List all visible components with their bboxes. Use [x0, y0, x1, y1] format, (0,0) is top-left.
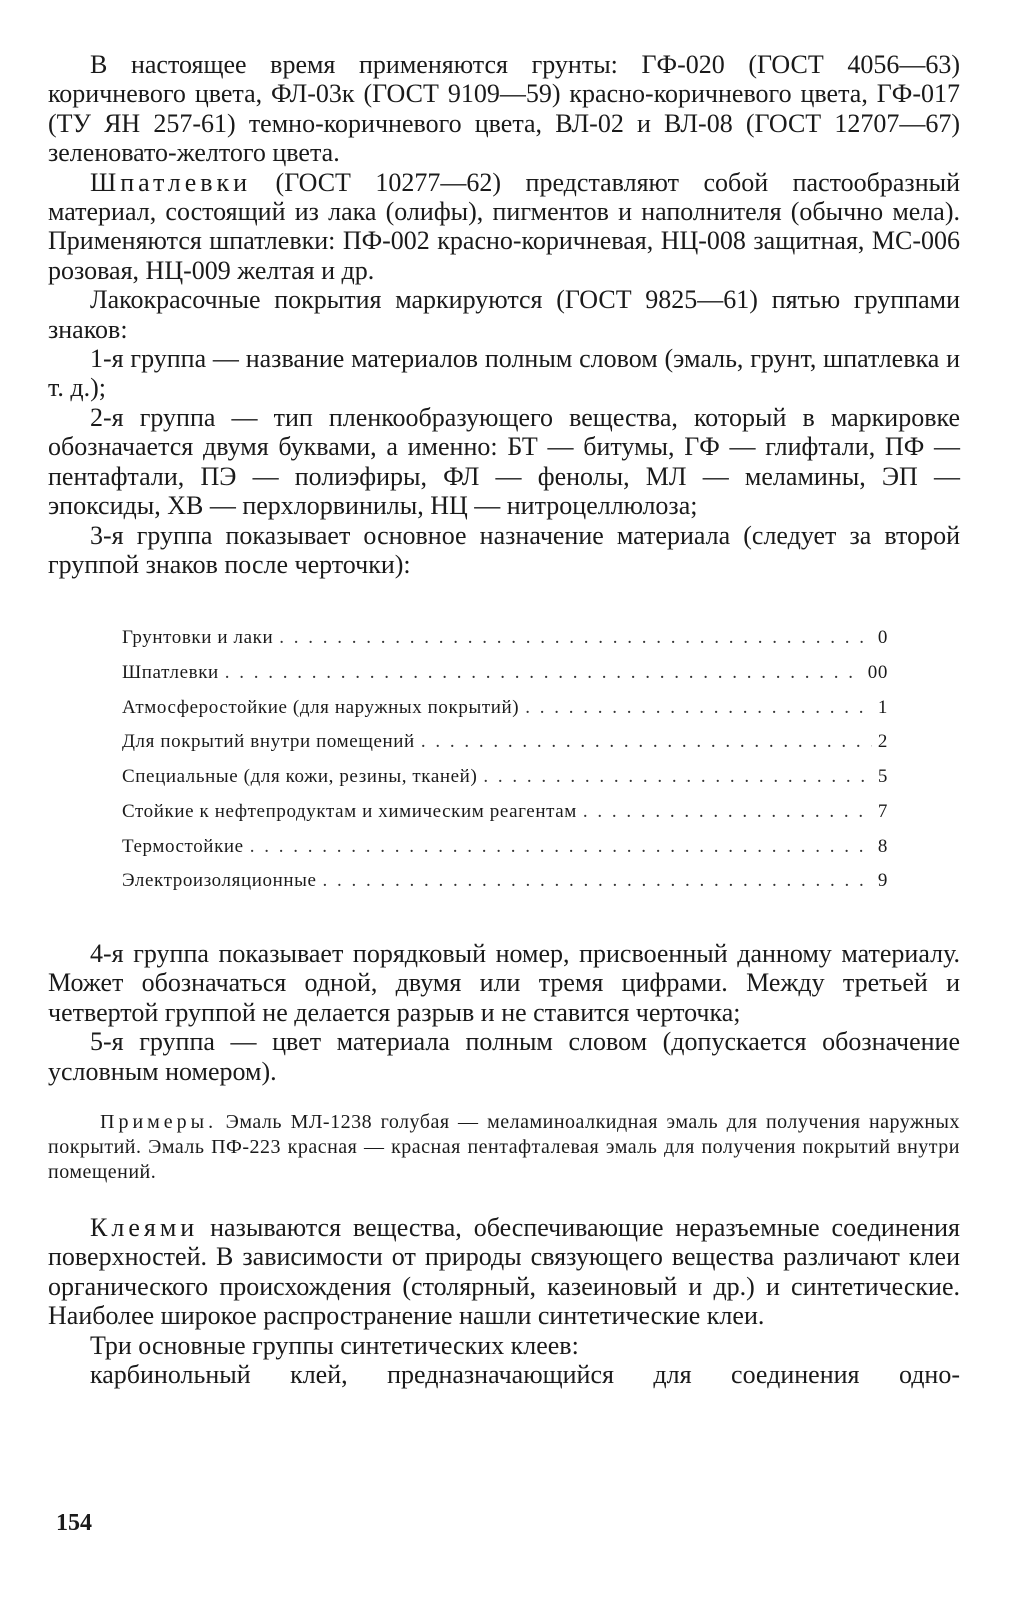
paragraph-carbinol: [48, 1360, 960, 1389]
bottom-section: [48, 1213, 960, 1389]
table-row: [122, 656, 888, 691]
row-code: 2: [877, 731, 888, 753]
paragraph-glue-groups: [48, 1331, 960, 1360]
paragraph-text: Лакокрасочные покрытия маркируются (ГОСТ 9825—61) пятью группами знаков:: [48, 285, 960, 344]
dot-leader: [421, 725, 872, 760]
paragraph-text: 2-я группа — тип пленкообразующего вещества, который в маркировке обозначается двумя буквами, а именно: БТ — битумы, ГФ — глифтали, ПФ — пентафтали, ПЭ — полиэфиры, ФЛ — фенолы, МЛ — меламины, ЭП — эпоксиды, ХВ — перхлорвинилы, НЦ — нитроцеллюлоза;: [48, 402, 960, 521]
table-row: [122, 760, 888, 795]
row-code: 8: [877, 835, 888, 857]
examples-note: [48, 1110, 960, 1185]
table-row: [122, 725, 888, 760]
page-number: 154: [56, 1510, 92, 1536]
paragraph-text: В настоящее время применяются грунты: ГФ-020 (ГОСТ 4056—63) коричневого цвета, ФЛ-03к (ГОСТ 9109—59) красно-коричневого цвета, ГФ-017 (ТУ ЯН 257-61) темно-коричневого цвета, ВЛ-02 и ВЛ-08 (ГОСТ 12707—67) зеленовато-желтого цвета.: [48, 50, 960, 168]
dot-leader: [279, 621, 872, 656]
row-label: Стойкие к нефтепродуктам и химическим реагентам: [122, 800, 577, 822]
paragraph-text: карбинольный клей, предназначающийся для соединения одно-: [90, 1360, 960, 1389]
paragraph-primers: [48, 50, 960, 168]
dot-leader: [250, 830, 872, 865]
paragraph-text: Три основные группы синтетических клеев:: [90, 1330, 579, 1360]
book-page: [48, 50, 960, 1389]
middle-section: [48, 939, 960, 1086]
row-label: Электроизоляционные: [122, 870, 317, 892]
paragraph-text: 3-я группа показывает основное назначение материала (следует за второй группой знаков после черточки):: [48, 520, 960, 579]
examples-lead: Примеры.: [100, 1110, 218, 1133]
dot-leader: [583, 795, 872, 830]
purpose-code-table: [48, 621, 888, 899]
paragraph-group-4: [48, 939, 960, 1027]
row-label: Для покрытий внутри помещений: [122, 731, 415, 753]
term-spaced: Шпатлевки: [90, 167, 252, 197]
table-row: [122, 621, 888, 656]
row-code: 9: [877, 870, 888, 892]
paragraph-group-3: [48, 521, 960, 580]
term-spaced: Клеями: [90, 1212, 199, 1242]
paragraph-group-1: [48, 344, 960, 403]
table-row: [122, 795, 888, 830]
paragraph-group-5: [48, 1027, 960, 1086]
paragraph-group-2: [48, 403, 960, 521]
table-row: [122, 864, 888, 899]
paragraph-glues: [48, 1213, 960, 1331]
row-label: Специальные (для кожи, резины, тканей): [122, 766, 478, 788]
paragraph-text: называются вещества, обеспечивающие неразъемные соединения поверхностей. В зависимости от природы связующего вещества различают клеи органического происхождения (столярный, казеиновый и др.) и синтетические. Наиболее широкое распространение нашли синтетические клеи.: [48, 1212, 960, 1331]
table-row: [122, 691, 888, 726]
row-code: 7: [877, 800, 888, 822]
table-row: [122, 830, 888, 865]
paragraph-text: 4-я группа показывает порядковый номер, присвоенный данному материалу. Может обозначаться одной, двумя или тремя цифрами. Между третьей и четвертой группой не делается разрыв и не ставится черточка;: [48, 938, 960, 1027]
row-label: Атмосферостойкие (для наружных покрытий): [122, 696, 520, 718]
paragraph-marking: [48, 285, 960, 344]
paragraph-text: 1-я группа — название материалов полным словом (эмаль, грунт, шпатлевка и т. д.);: [48, 344, 960, 403]
row-label: Шпатлевки: [122, 662, 219, 684]
row-code: 0: [877, 627, 888, 649]
dot-leader: [525, 691, 872, 726]
examples-text: Эмаль МЛ-1238 голубая — меламиноалкидная эмаль для получения наружных покрытий. Эмаль ПФ-223 красная — красная пентафталевая эмаль для получения покрытий внутри помещений.: [48, 1110, 960, 1183]
paragraph-putty: [48, 168, 960, 286]
row-label: Термостойкие: [122, 835, 244, 857]
row-code: 00: [867, 662, 888, 684]
dot-leader: [483, 760, 872, 795]
row-code: 1: [877, 696, 888, 718]
dot-leader: [225, 656, 862, 691]
dot-leader: [323, 864, 872, 899]
row-label: Грунтовки и лаки: [122, 627, 274, 649]
paragraph-text: 5-я группа — цвет материала полным словом (допускается обозначение условным номером).: [48, 1027, 960, 1086]
paragraph-text: (ГОСТ 10277—62) представляют собой пастообразный материал, состоящий из лака (олифы), пигментов и наполнителя (обычно мела). Применяются шпатлевки: ПФ-002 красно-коричневая, НЦ-008 защитная, МС-006 розовая, НЦ-009 желтая и др.: [48, 167, 960, 285]
row-code: 5: [877, 766, 888, 788]
